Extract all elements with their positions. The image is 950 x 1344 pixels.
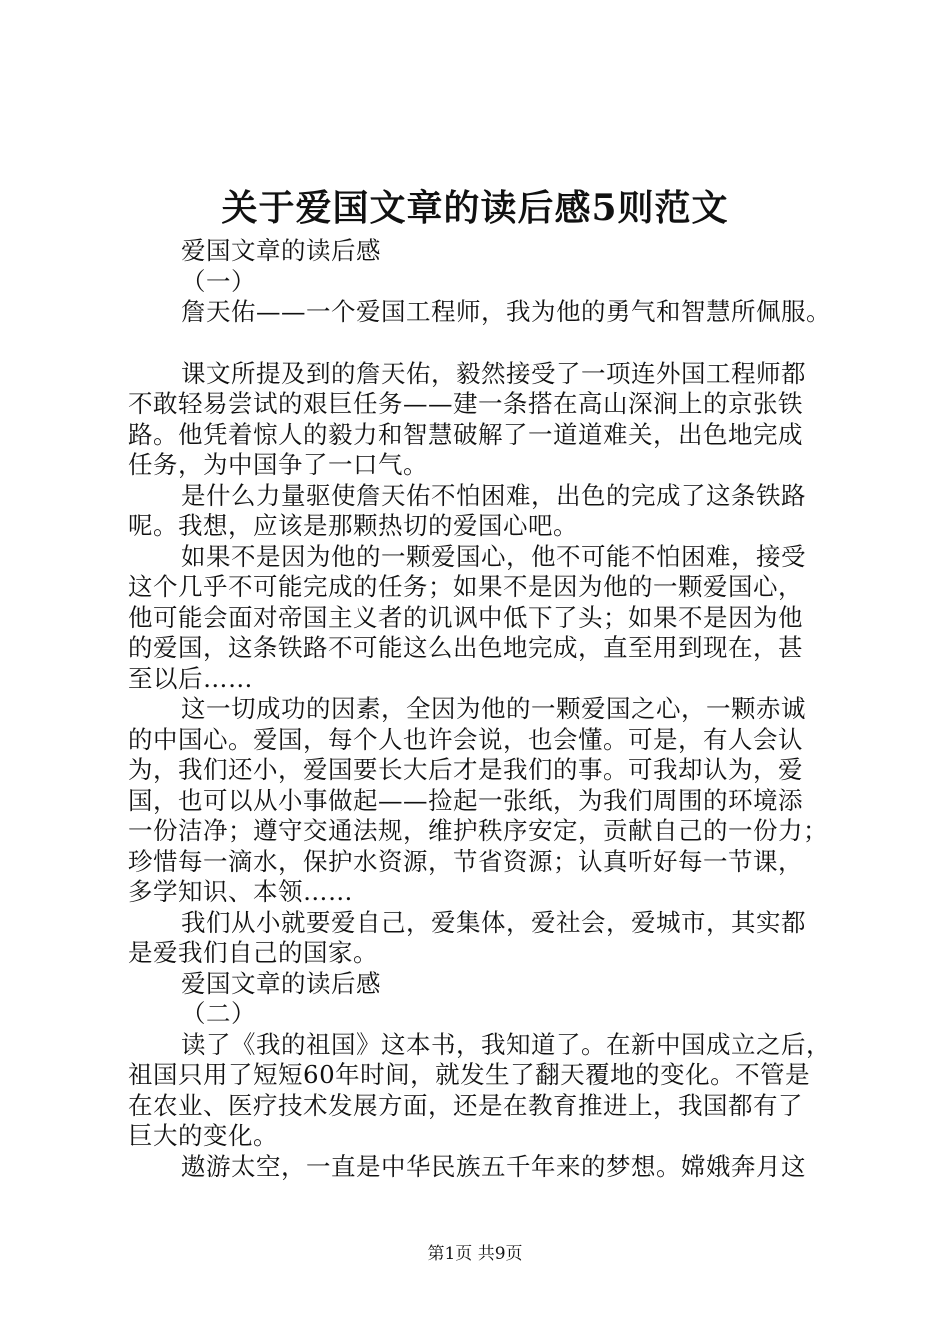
text-line: 至以后…… — [128, 663, 253, 693]
text-line: 我们从小就要爱自己，爱集体，爱社会，爱城市，其实都 — [181, 907, 806, 937]
text-line: 珍惜每一滴水，保护水资源，节省资源；认真听好每一节课， — [128, 846, 803, 876]
text-line: 任务，为中国争了一口气。 — [128, 450, 428, 479]
text-line: 呢。我想，应该是那颗热切的爱国心吧。 — [128, 511, 578, 540]
text-line: 的中国心。爱国，每个人也许会说，也会懂。可是，有人会认 — [128, 724, 803, 754]
text-line: 是什么力量驱使詹天佑不怕困难，出色的完成了这条铁路 — [181, 480, 806, 510]
text-line: 多学知识、本领…… — [128, 877, 353, 906]
text-line: 的爱国，这条铁路不可能这么出色地完成，直至用到现在，甚 — [128, 633, 803, 662]
text-line: （二） — [181, 999, 256, 1028]
text-line: 爱国文章的读后感 — [181, 236, 381, 265]
text-line: 爱国文章的读后感 — [181, 968, 381, 998]
text-line: 读了《我的祖国》这本书，我知道了。在新中国成立之后， — [181, 1029, 831, 1059]
text-line: 这个几乎不可能完成的任务；如果不是因为他的一颗爱国心， — [128, 572, 803, 601]
text-line: （一） — [181, 266, 256, 296]
text-line: 国，也可以从小事做起——捡起一张纸，为我们周围的环境添 — [128, 785, 803, 815]
text-line: 祖国只用了短短60年时间，就发生了翻天覆地的变化。不管是 — [128, 1060, 811, 1089]
text-line: 是爱我们自己的国家。 — [128, 938, 378, 967]
blank-line — [128, 328, 838, 359]
text-line: 巨大的变化。 — [128, 1121, 278, 1150]
text-line: 在农业、医疗技术发展方面，还是在教育推进上，我国都有了 — [128, 1090, 803, 1120]
page-footer: 第1页 共9页 — [427, 1244, 523, 1264]
text-line: 一份洁净；遵守交通法规，维护秩序安定，贡献自己的一份力； — [128, 816, 828, 845]
text-line: 他可能会面对帝国主义者的讥讽中低下了头；如果不是因为他 — [128, 602, 803, 632]
text-line: 为，我们还小，爱国要长大后才是我们的事。可我却认为，爱 — [128, 755, 803, 784]
text-line: 如果不是因为他的一颗爱国心，他不可能不怕困难，接受 — [181, 541, 806, 571]
document-title: 关于爱国文章的读后感5则范文 — [221, 187, 729, 229]
text-line: 路。他凭着惊人的毅力和智慧破解了一道道难关，出色地完成 — [128, 419, 803, 449]
text-line: 遨游太空，一直是中华民族五千年来的梦想。嫦娥奔月这 — [181, 1151, 806, 1181]
text-line: 这一切成功的因素，全因为他的一颗爱国之心，一颗赤诚 — [181, 694, 806, 723]
text-line: 不敢轻易尝试的艰巨任务——建一条搭在高山深涧上的京张铁 — [128, 389, 803, 418]
text-line: 詹天佑——一个爱国工程师，我为他的勇气和智慧所佩服。 — [181, 297, 831, 326]
text-line: 课文所提及到的詹天佑，毅然接受了一项连外国工程师都 — [181, 358, 806, 388]
document-body — [128, 236, 838, 1182]
